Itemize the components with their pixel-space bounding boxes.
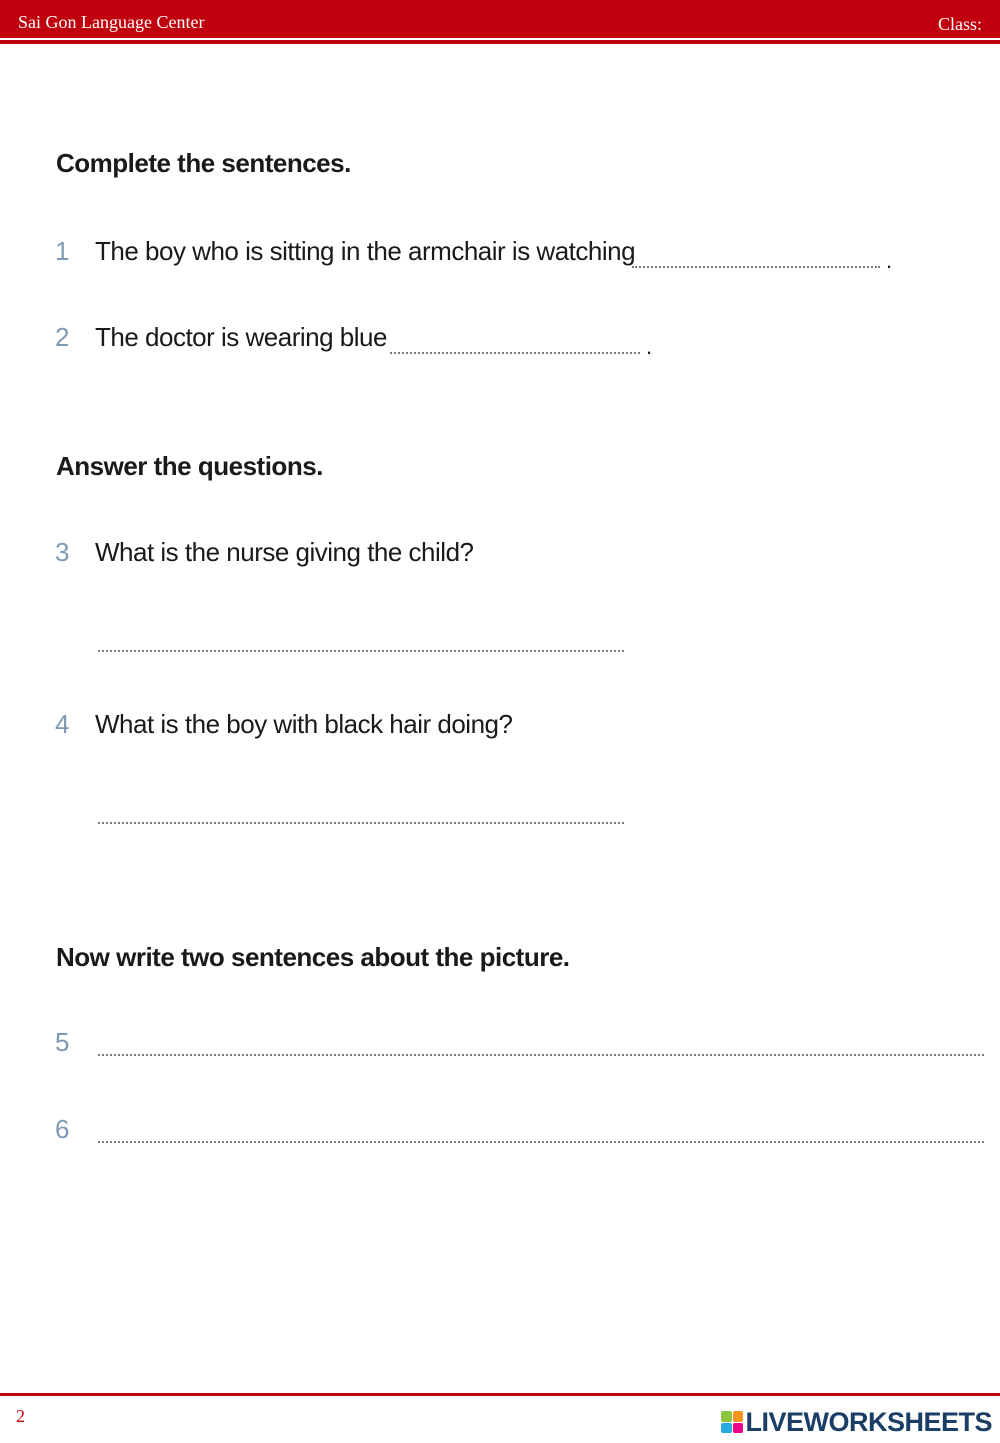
item-number-2: 2 bbox=[55, 322, 70, 352]
section-heading-write: Now write two sentences about the picture. bbox=[56, 942, 570, 972]
item-period-1: . bbox=[886, 248, 893, 273]
answer-field-6[interactable] bbox=[98, 1141, 984, 1143]
footer-divider bbox=[0, 1393, 1000, 1396]
answer-field-5[interactable] bbox=[98, 1054, 984, 1056]
liveworksheets-logo-icon bbox=[721, 1411, 743, 1433]
section-heading-answer: Answer the questions. bbox=[56, 451, 323, 481]
answer-field-2[interactable] bbox=[390, 352, 640, 354]
item-text-3: What is the nurse giving the child? bbox=[95, 537, 474, 567]
item-text-1: The boy who is sitting in the armchair is watching bbox=[95, 236, 636, 266]
item-number-5: 5 bbox=[55, 1027, 70, 1057]
section-heading-complete: Complete the sentences. bbox=[56, 148, 351, 178]
item-number-3: 3 bbox=[55, 537, 70, 567]
class-label: Class: bbox=[937, 14, 982, 34]
center-name: Sai Gon Language Center bbox=[18, 12, 205, 32]
item-number-1: 1 bbox=[55, 236, 70, 266]
answer-field-1[interactable] bbox=[632, 266, 880, 268]
header-divider bbox=[0, 40, 1000, 44]
brand-name: LIVEWORKSHEETS bbox=[745, 1406, 992, 1437]
item-number-6: 6 bbox=[55, 1114, 70, 1144]
item-text-2: The doctor is wearing blue bbox=[95, 322, 387, 352]
liveworksheets-brand bbox=[721, 1405, 992, 1439]
answer-field-3[interactable] bbox=[98, 650, 624, 652]
header-bar bbox=[0, 0, 1000, 38]
answer-field-4[interactable] bbox=[98, 822, 624, 824]
item-period-2: . bbox=[646, 334, 653, 359]
page-number: 2 bbox=[16, 1406, 25, 1426]
item-number-4: 4 bbox=[55, 709, 70, 739]
item-text-4: What is the boy with black hair doing? bbox=[95, 709, 513, 739]
